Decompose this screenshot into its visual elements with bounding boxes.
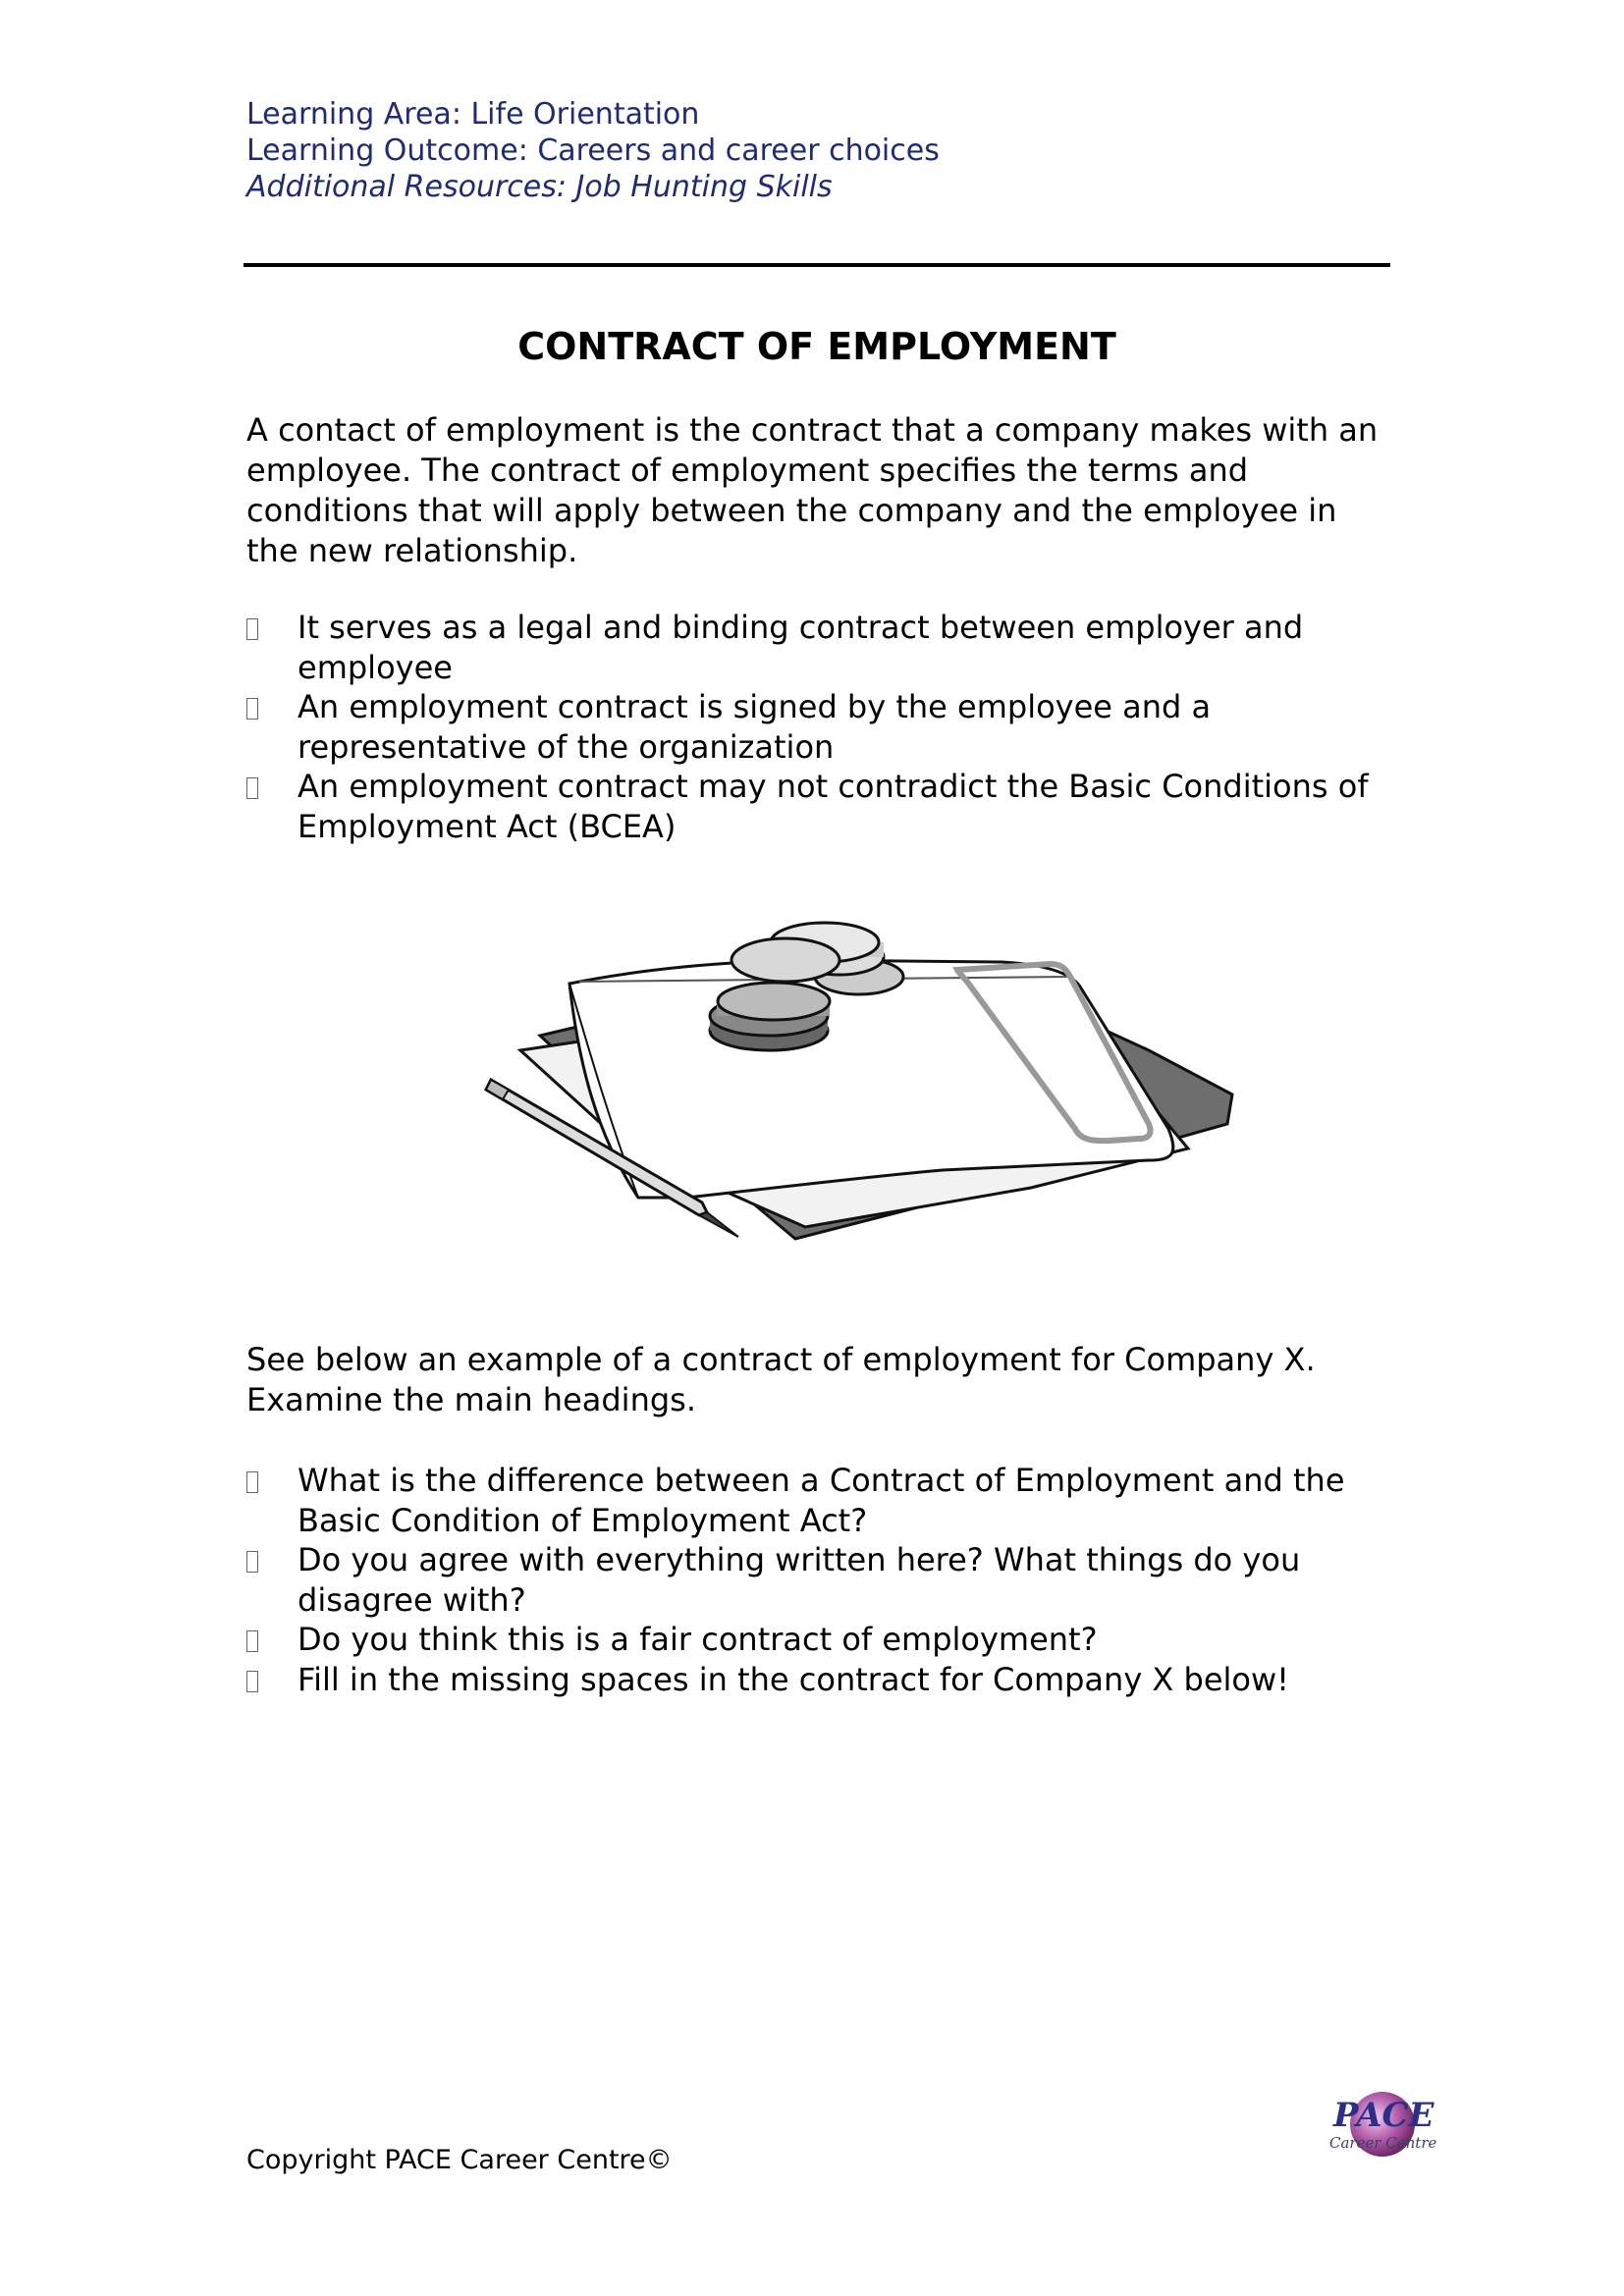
svg-text:PACE: PACE (1333, 2096, 1435, 2135)
additional-resources: Additional Resources: Job Hunting Skills (246, 170, 833, 204)
points-list (246, 608, 1395, 846)
list-item: It serves as a legal and binding contract between employer and employee (246, 608, 1395, 687)
bullet-glyph-icon (246, 1630, 258, 1652)
bullet-glyph-icon (246, 1671, 258, 1692)
list-item: Do you think this is a fair contract of employment? (246, 1620, 1395, 1660)
page-title: CONTRACT OF EMPLOYMENT (517, 325, 1116, 368)
svg-text:Career Centre: Career Centre (1329, 2134, 1437, 2152)
bullet-glyph-icon (246, 777, 258, 799)
header-divider (244, 263, 1390, 267)
list-item: An employment contract may not contradict the Basic Conditions of Employment Act (BCEA) (246, 767, 1395, 846)
intro-paragraph: A contact of employment is the contract that a company makes with an employee. The contract of employment specifies the terms and conditions that will apply between the company and the employee in the new relationship. (246, 411, 1379, 569)
copyright-footer: Copyright PACE Career Centre© (246, 2145, 673, 2175)
list-item: An employment contract is signed by the employee and a representative of the organization (246, 687, 1395, 767)
contract-papers-coins-pen-icon (481, 903, 1237, 1252)
list-item: Do you agree with everything written here? What things do you disagree with? (246, 1540, 1395, 1620)
pace-logo-icon (1316, 2083, 1443, 2171)
bullet-glyph-icon (246, 1551, 258, 1573)
learning-area: Learning Area: Life Orientation (246, 97, 700, 132)
list-item: What is the difference between a Contract of Employment and the Basic Condition of Employment Act? (246, 1461, 1395, 1540)
bullet-glyph-icon (246, 698, 258, 720)
questions-list (246, 1461, 1395, 1699)
learning-outcome: Learning Outcome: Careers and career choices (246, 133, 940, 168)
bullet-glyph-icon (246, 1471, 258, 1493)
bullet-glyph-icon (246, 618, 258, 640)
list-item: Fill in the missing spaces in the contract for Company X below! (246, 1660, 1395, 1700)
document-header (246, 96, 940, 205)
example-intro-paragraph: See below an example of a contract of employment for Company X. Examine the main headings. (246, 1341, 1316, 1418)
